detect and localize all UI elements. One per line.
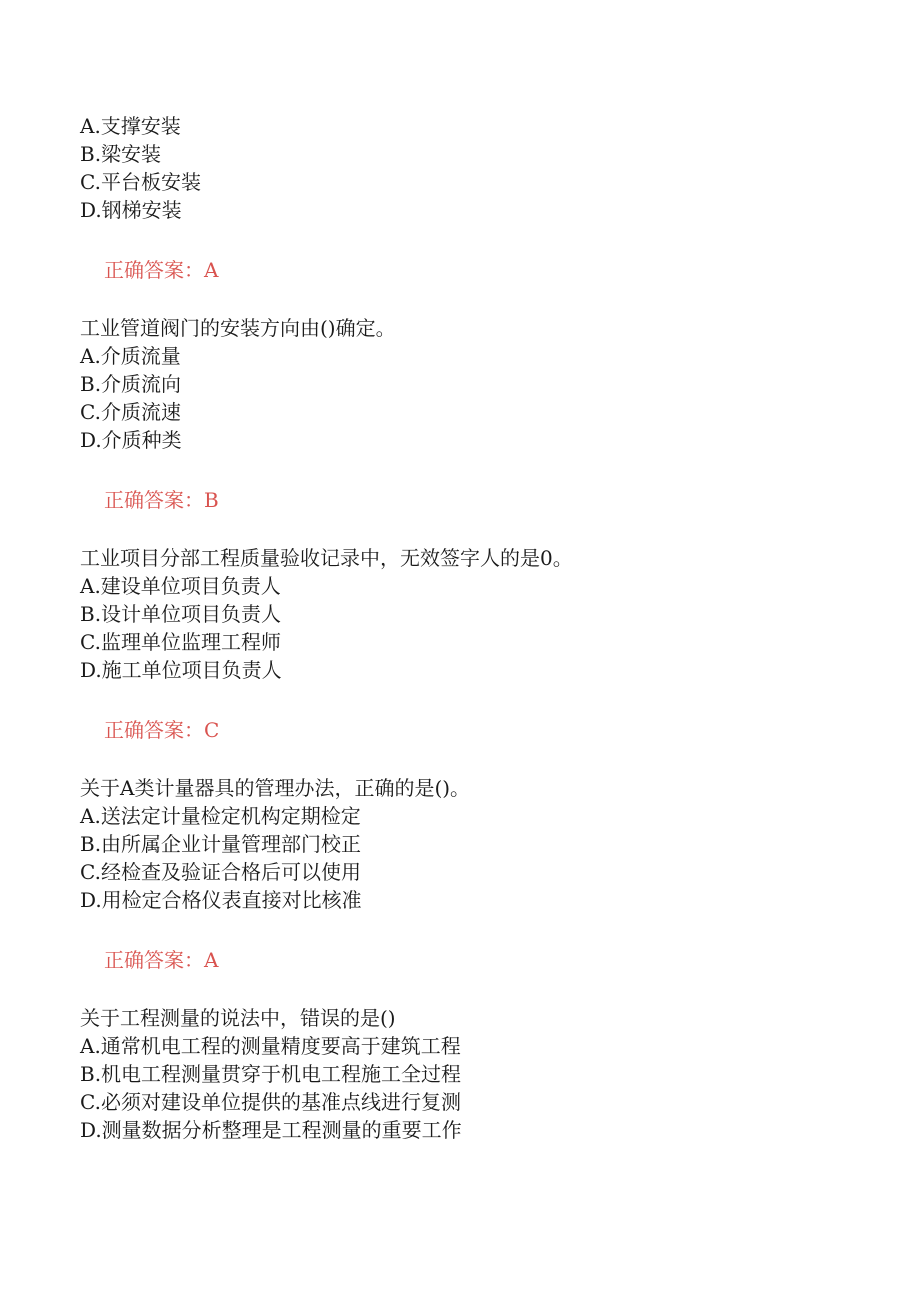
option-b: B.设计单位项目负责人 (80, 602, 282, 626)
question-text: 关于工程测量的说法中，错误的是() (80, 1006, 396, 1030)
option-b: B.由所属企业计量管理部门校正 (80, 832, 362, 856)
option-a: A.送法定计量检定机构定期检定 (80, 804, 361, 828)
question-text: 工业管道阀门的安装方向由()确定。 (80, 316, 396, 340)
option-b: B.机电工程测量贯穿于机电工程施工全过程 (80, 1062, 462, 1086)
correct-answer: 正确答案：A (104, 948, 219, 972)
option-c: C.必须对建设单位提供的基准点线进行复测 (80, 1090, 461, 1114)
option-a: A.建设单位项目负责人 (80, 574, 281, 598)
option-c: C.平台板安装 (80, 170, 201, 194)
correct-answer: 正确答案：C (104, 718, 220, 742)
option-d: D.施工单位项目负责人 (80, 658, 282, 682)
option-d: D.用检定合格仪表直接对比核准 (80, 888, 362, 912)
correct-answer: 正确答案：B (104, 488, 219, 512)
correct-answer: 正确答案：A (104, 258, 219, 282)
option-a: A.介质流量 (80, 344, 181, 368)
question-text: 关于A类计量器具的管理办法，正确的是()。 (80, 776, 471, 800)
option-d: D.测量数据分析整理是工程测量的重要工作 (80, 1118, 462, 1142)
option-b: B.梁安装 (80, 142, 162, 166)
option-a: A.通常机电工程的测量精度要高于建筑工程 (80, 1034, 461, 1058)
question-text: 工业项目分部工程质量验收记录中，无效签字人的是0。 (80, 546, 573, 570)
option-d: D.钢梯安装 (80, 198, 182, 222)
option-d: D.介质种类 (80, 428, 182, 452)
option-a: A.支撑安装 (80, 114, 181, 138)
option-c: C.介质流速 (80, 400, 181, 424)
option-b: B.介质流向 (80, 372, 182, 396)
option-c: C.经检查及验证合格后可以使用 (80, 860, 361, 884)
option-c: C.监理单位监理工程师 (80, 630, 281, 654)
